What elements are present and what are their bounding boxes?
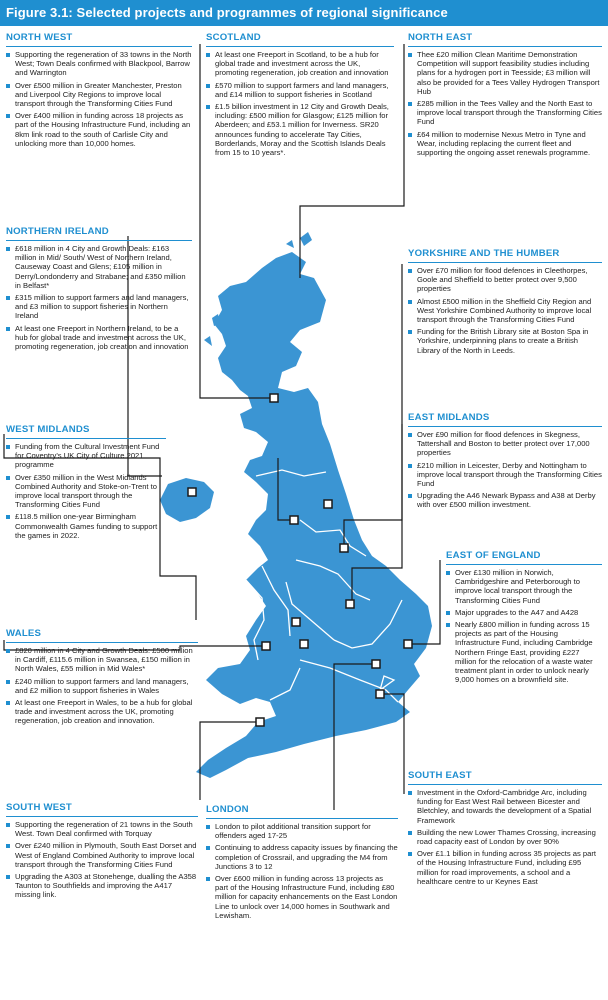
list-item: Upgrading the A303 at Stonehenge, dualling the A358 Taunton to Southfields and improving the A417 missing link.	[6, 872, 198, 900]
marker-wales	[262, 642, 270, 650]
region-south-west	[6, 802, 198, 903]
marker-yorkshire	[340, 544, 348, 552]
region-heading: WALES	[6, 628, 198, 643]
marker-north-west	[290, 516, 298, 524]
region-heading: SOUTH WEST	[6, 802, 198, 817]
list-item: Funding for the British Library site at Boston Spa in Yorkshire, underpinning plans to create a British Library of the North in Leeds.	[408, 327, 602, 355]
list-item: Investment in the Oxford-Cambridge Arc, including funding for East West Rail between Bicester and Bletchley, and towards the development of a Spatial Framework	[408, 788, 602, 825]
list-item: £1.5 billion investment in 12 City and Growth Deals, including: £500 million for Glasgow; £125 million for Aberdeen; and £53.1 million for Inverness. SR20 announces funding to accelerate Tay Cities, Borderlands, Moray and the Scottish Islands Deals from 15 to 10 years*.	[206, 102, 394, 157]
list-item: Over £90 million for flood defences in Skegness, Tattershall and Boston to better protect over 17,000 properties	[408, 430, 602, 458]
region-south-east	[408, 770, 602, 889]
marker-east-of-england	[404, 640, 412, 648]
region-heading: NORTH EAST	[408, 32, 602, 47]
list-item: London to pilot additional transition support for offenders aged 17-25	[206, 822, 398, 840]
marker-scotland	[270, 394, 278, 402]
list-item: Supporting the regeneration of 21 towns in the South West. Town Deal confirmed with Torquay	[6, 820, 198, 838]
region-heading: YORKSHIRE AND THE HUMBER	[408, 248, 602, 263]
region-east-midlands	[408, 412, 602, 513]
list-item: Over £1.1 billion in funding across 35 projects as part of the Housing Infrastructure Fund, including £95 million for road improvements, a school and a healthcare centre to ur Keynes East	[408, 849, 602, 886]
marker-south-west	[256, 718, 264, 726]
region-north-east	[408, 32, 602, 160]
region-heading: SOUTH EAST	[408, 770, 602, 785]
region-scotland	[206, 32, 394, 160]
list-item: Nearly £800 million in funding across 15 projects as part of the Housing Infrastructure Fund, including Cambridge Northern Fringe East, providing £227 million for the relocation of a waste water treatment plant in order to unlock nearly 9,000 homes on a brownfield site.	[446, 620, 602, 684]
marker-northern-ireland	[188, 488, 196, 496]
list-item: Over £240 million in Plymouth, South East Dorset and West of England Combined Authority to improve local transport through the Transforming Cities Fund	[6, 841, 198, 869]
list-item: Almost £500 million in the Sheffield City Region and West Yorkshire Combined Authority to improve local transport through the Transforming Cities Fund	[408, 297, 602, 325]
region-north-west	[6, 32, 192, 151]
list-item: £820 million in 4 City and Growth Deals: £500 million in Cardiff, £115.6 million in Swansea, £150 million in North Wales, £55 million in Mid Wales*	[6, 646, 198, 674]
list-item: £118.5 million one-year Birmingham Commonwealth Games funding to support the games in 2022.	[6, 512, 166, 540]
list-item: £64 million to modernise Nexus Metro in Tyne and Wear, including replacing the current fleet and supporting the ongoing asset renewals programme.	[408, 130, 602, 158]
list-item: Upgrading the A46 Newark Bypass and A38 at Derby with over £500 million investment.	[408, 491, 602, 509]
list-item: Thee £20 million Clean Maritime Demonstration Competition will support feasibility studies including plans for a hydrogen port in Teesside; £3 million will also be provided for a Tees Valley Hydrogen Transport Hub	[408, 50, 602, 96]
list-item: At least one Freeport in Northern Ireland, to be a hub for global trade and investment across the UK, promoting regeneration, job creation and innovation	[6, 324, 192, 352]
region-heading: NORTH WEST	[6, 32, 192, 47]
list-item: Over £400 million in funding across 18 projects as part of the Housing Infrastructure Fund, including an 8km link road to the south of Carlisle City and unlocking more than 10,000 homes.	[6, 111, 192, 148]
list-item: Funding from the Cultural Investment Fund for Coventry's UK City of Culture 2021 programme	[6, 442, 166, 470]
marker-london	[376, 690, 384, 698]
region-east-of-england	[446, 550, 602, 687]
marker-south-east	[372, 660, 380, 668]
list-item: Over £130 million in Norwich, Cambridgeshire and Peterborough to improve local transport through the Transforming Cities Fund	[446, 568, 602, 605]
marker-west-midlands	[292, 618, 300, 626]
great-britain-shape	[196, 252, 432, 778]
list-item: Building the new Lower Thames Crossing, increasing road capacity east of London by over 90%	[408, 828, 602, 846]
region-yorkshire	[408, 248, 602, 358]
marker-london-north	[300, 640, 308, 648]
list-item: At least one Freeport in Wales, to be a hub for global trade and investment across the UK, promoting regeneration, job creation and innovation.	[6, 698, 198, 726]
list-item: £285 million in the Tees Valley and the North East to improve local transport through the Transforming Cities Fund	[408, 99, 602, 127]
figure-title: Figure 3.1: Selected projects and programmes of regional significance	[6, 5, 448, 20]
region-heading: LONDON	[206, 804, 398, 819]
list-item: £570 million to support farmers and land managers, and £14 million to support fisheries in Scotland	[206, 81, 394, 99]
list-item: Over £70 million for flood defences in Cleethorpes, Goole and Sheffield to better protect over 9,500 properties	[408, 266, 602, 294]
region-heading: SCOTLAND	[206, 32, 394, 47]
list-item: Over £350 million in the West Midlands Combined Authority and Stoke-on-Trent to improve local transport through the Transforming Cities Fund	[6, 473, 166, 510]
list-item: Supporting the regeneration of 33 towns in the North West; Town Deals confirmed with Blackpool, Barrow and Warrington	[6, 50, 192, 78]
list-item: £210 million in Leicester, Derby and Nottingham to improve local transport through the Transforming Cities Fund	[408, 461, 602, 489]
northern-ireland-shape	[160, 478, 214, 522]
region-wales	[6, 628, 198, 729]
list-item: Over £500 million in Greater Manchester, Preston and Liverpool City Regions to improve local transport through the Transforming Cities Fund	[6, 81, 192, 109]
region-heading: NORTHERN IRELAND	[6, 226, 192, 241]
list-item: Continuing to address capacity issues by financing the completion of Crossrail, and upgrading the M4 from Junctions 3 to 12	[206, 843, 398, 871]
region-west-midlands	[6, 424, 166, 543]
list-item: £618 million in 4 City and Growth Deals: £163 million in Mid/ South/ West of Northern Ireland, Causeway Coast and Glens; £105 million in Derry/Londonderry and Strabane; and £350 million in Belfast*	[6, 244, 192, 290]
region-heading: EAST OF ENGLAND	[446, 550, 602, 565]
region-heading: EAST MIDLANDS	[408, 412, 602, 427]
marker-east-midlands	[346, 600, 354, 608]
figure-title-bar	[0, 0, 608, 26]
region-heading: WEST MIDLANDS	[6, 424, 166, 439]
list-item: Over £600 million in funding across 13 projects as part of the Housing Infrastructure Fund, including £80 million for capacity enhancements on the East London Line to unlock over 14,000 homes in Southwark and Lewisham.	[206, 874, 398, 920]
region-london	[206, 804, 398, 923]
list-item: Major upgrades to the A47 and A428	[446, 608, 602, 617]
marker-north-east	[324, 500, 332, 508]
list-item: £240 million to support farmers and land managers, and £2 million to support fisheries in Wales	[6, 677, 198, 695]
list-item: At least one Freeport in Scotland, to be a hub for global trade and investment across the UK, promoting regeneration, job creation and innovation	[206, 50, 394, 78]
region-northern-ireland	[6, 226, 192, 354]
list-item: £315 million to support farmers and land managers, and £3 million to support fisheries in Northern Ireland	[6, 293, 192, 321]
